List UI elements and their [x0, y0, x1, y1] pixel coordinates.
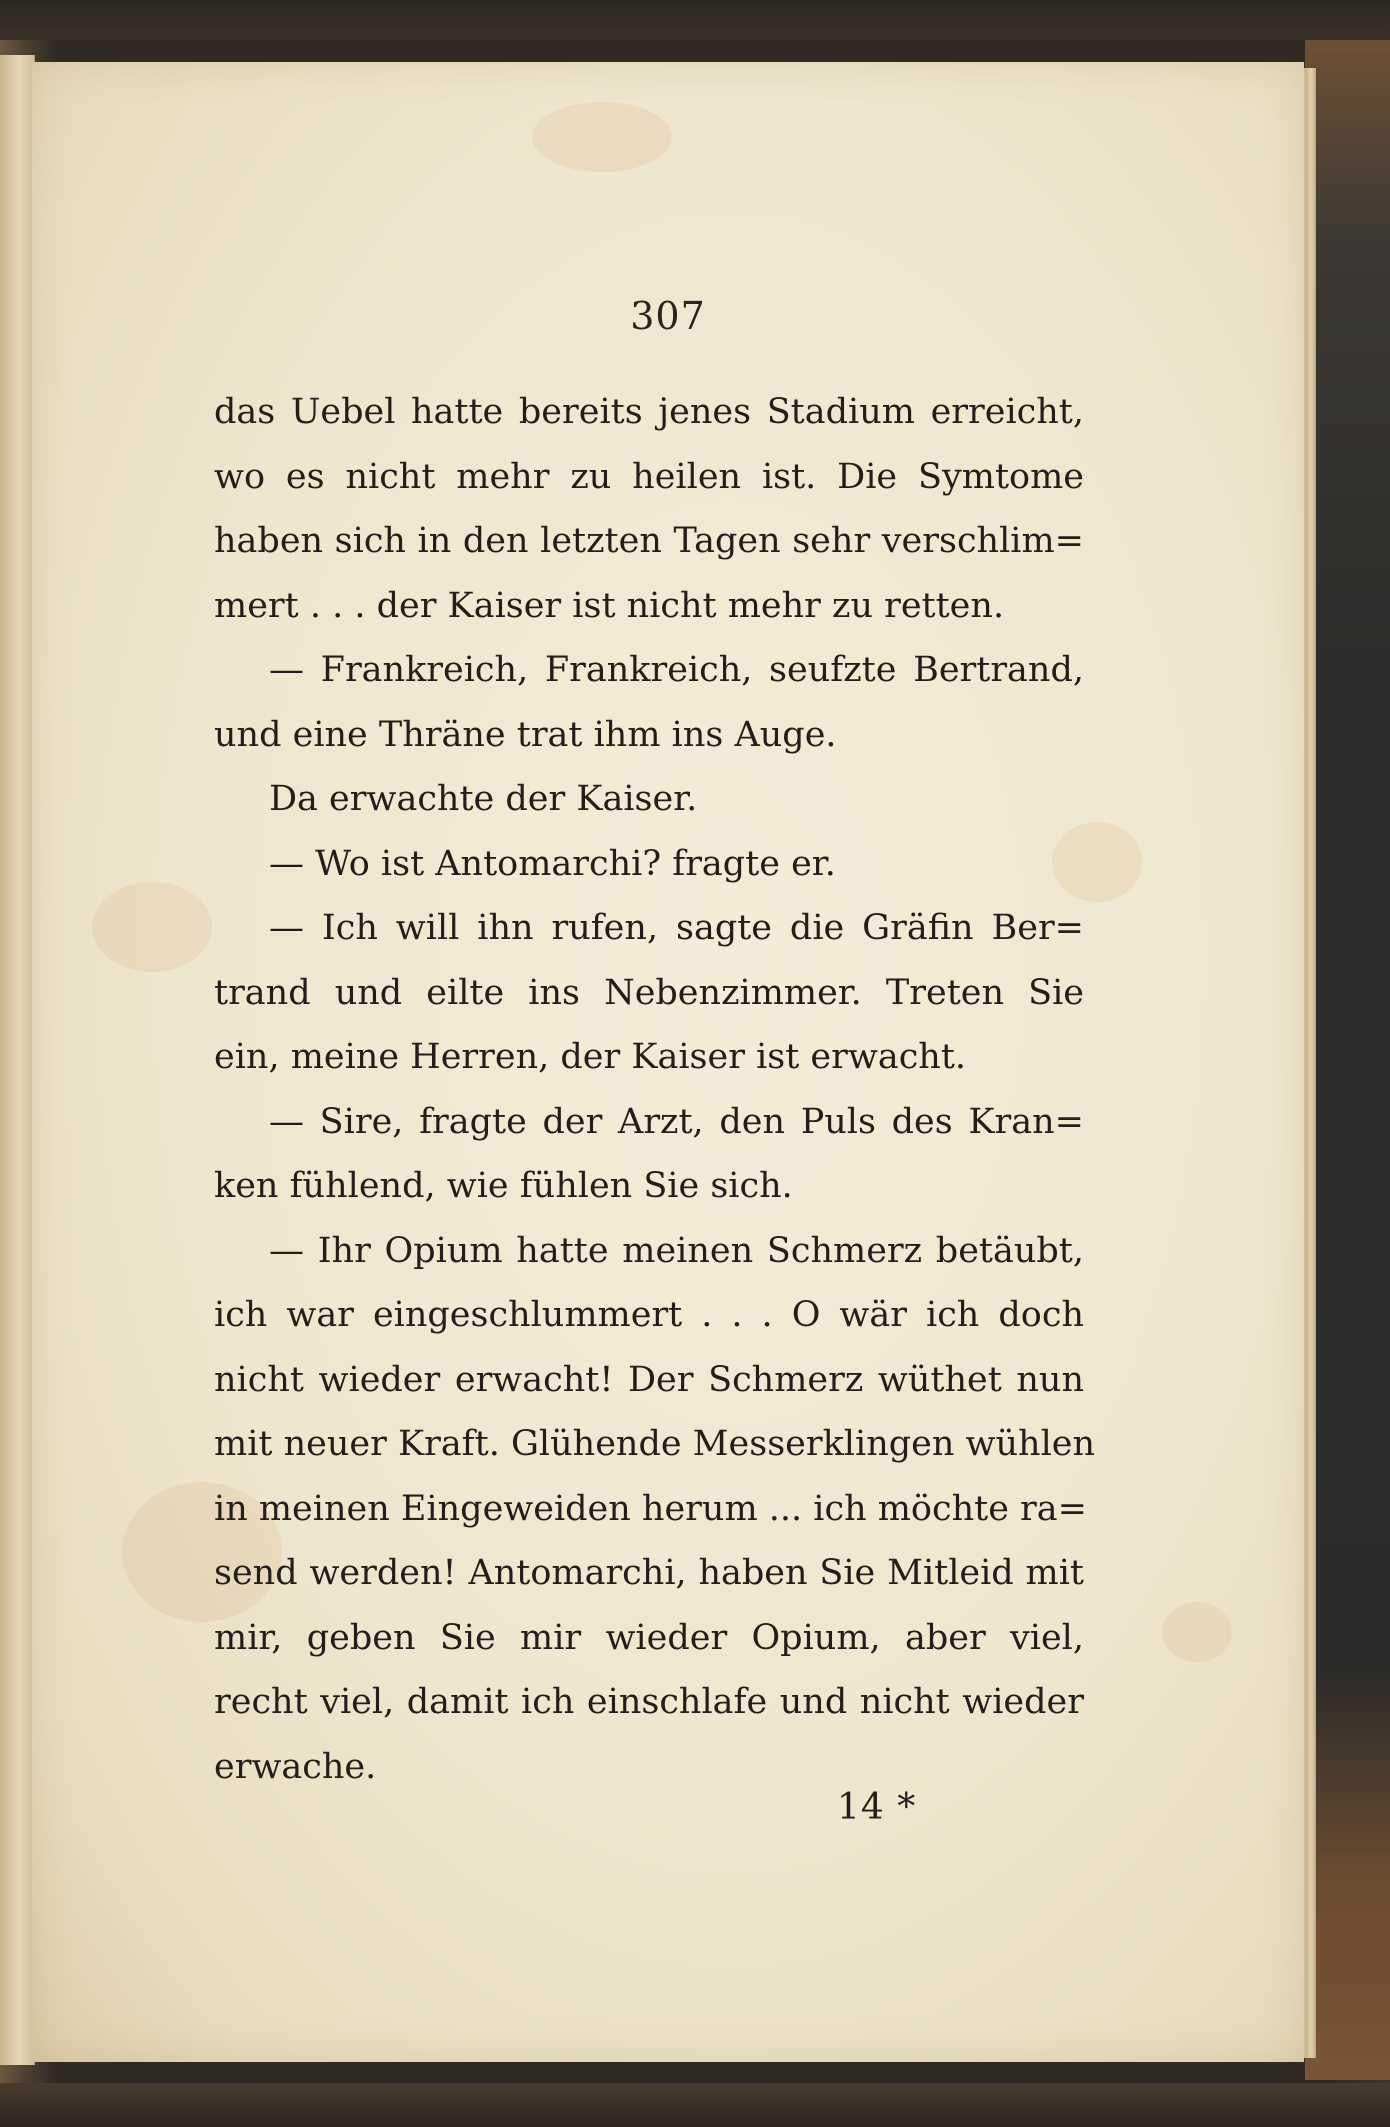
- text-line: und eine Thräne trat ihm ins Auge.: [214, 714, 837, 755]
- text-line: — Ich will ihn rufen, sagte die Gräfin Ber=: [269, 908, 1084, 948]
- text-line: Da erwachte der Kaiser.: [269, 779, 698, 819]
- text-line: wo es nicht mehr zu heilen ist. Die Symtome: [214, 456, 1084, 497]
- page-number: 307: [630, 294, 706, 338]
- text-line: haben sich in den letzten Tagen sehr verschlim=: [214, 521, 1084, 561]
- text-line: mir, geben Sie mir wieder Opium, aber viel,: [214, 1617, 1084, 1658]
- text-line: recht viel, damit ich einschlafe und nicht wieder: [214, 1682, 1084, 1722]
- cover-bottom-edge: [0, 2083, 1390, 2127]
- signature-mark: 14 *: [837, 1787, 917, 1828]
- paper-stain: [92, 882, 212, 972]
- paper-stain: [1162, 1602, 1232, 1662]
- text-line: ein, meine Herren, der Kaiser ist erwacht.: [214, 1037, 967, 1077]
- text-line: ken fühlend, wie fühlen Sie sich.: [214, 1166, 793, 1206]
- text-line: — Sire, fragte der Arzt, den Puls des Kran=: [269, 1101, 1084, 1142]
- text-line: — Frankreich, Frankreich, seufzte Bertrand,: [269, 650, 1084, 690]
- book-page: [32, 62, 1304, 2062]
- text-line: mit neuer Kraft. Glühende Messerklingen wühlen: [214, 1424, 1096, 1464]
- text-line: das Uebel hatte bereits jenes Stadium erreicht,: [214, 392, 1084, 432]
- text-line: erwache.: [214, 1746, 377, 1787]
- text-line: ich war eingeschlummert . . . O wär ich doch: [214, 1295, 1084, 1335]
- cover-top-edge: [0, 0, 1390, 40]
- text-line: nicht wieder erwacht! Der Schmerz wüthet nun: [214, 1359, 1084, 1400]
- text-line: trand und eilte ins Nebenzimmer. Treten Sie: [214, 972, 1084, 1013]
- text-line: — Ihr Opium hatte meinen Schmerz betäubt,: [269, 1230, 1084, 1271]
- text-line: send werden! Antomarchi, haben Sie Mitleid mit: [214, 1553, 1084, 1593]
- text-line: in meinen Eingeweiden herum ... ich möchte ra=: [214, 1488, 1087, 1529]
- body-text: [214, 380, 1096, 1799]
- cover-right-edge: [1305, 40, 1390, 2080]
- paper-stain: [532, 102, 672, 172]
- text-line: mert . . . der Kaiser ist nicht mehr zu retten.: [214, 585, 1005, 626]
- text-line: — Wo ist Antomarchi? fragte er.: [269, 843, 836, 884]
- previous-page-edge: [0, 55, 35, 2065]
